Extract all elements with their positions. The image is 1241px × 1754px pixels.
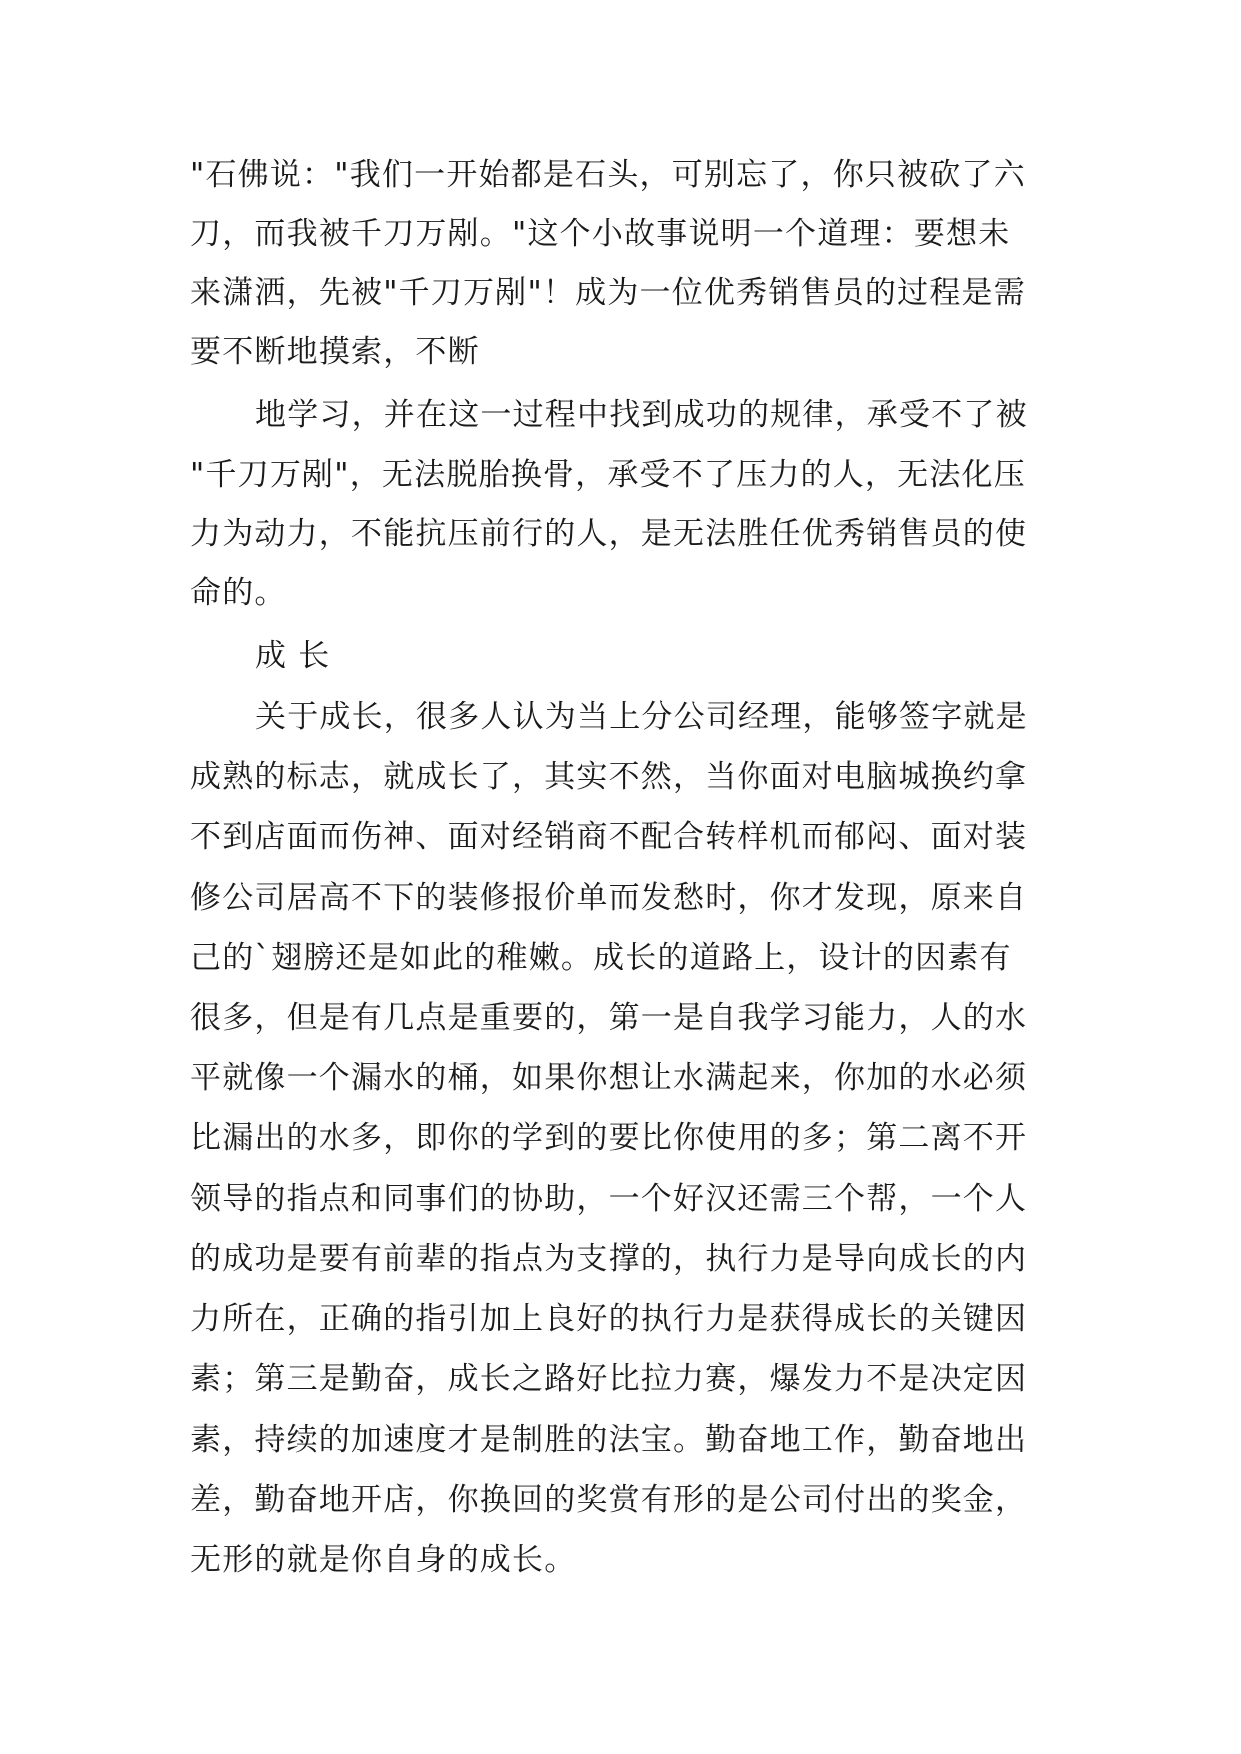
text-line: 己的`翅膀还是如此的稚嫩。成长的道路上，设计的因素有 [190,940,1012,976]
text-line: 要不断地摸索，不断 [190,334,480,370]
text-line: 命的。 [190,575,287,611]
text-line: 力为动力，不能抗压前行的人，是无法胜任优秀销售员的使 [190,516,1028,552]
text-line: 领导的指点和同事们的协助，一个好汉还需三个帮，一个人 [190,1181,1028,1217]
text-line: 力所在，正确的指引加上良好的执行力是获得成长的关键因 [190,1301,1028,1337]
text-line: 无形的就是你自身的成长。 [190,1542,577,1578]
text-line: 成熟的标志，就成长了，其实不然，当你面对电脑城换约拿 [190,759,1028,795]
text-line: 比漏出的水多，即你的学到的要比你使用的多；第二离不开 [190,1120,1028,1156]
text-line: 修公司居高不下的装修报价单而发愁时，你才发现，原来自 [190,880,1028,916]
text-line: 素，持续的加速度才是制胜的法宝。勤奋地工作，勤奋地出 [190,1422,1028,1458]
text-line: 很多，但是有几点是重要的，第一是自我学习能力，人的水 [190,1000,1028,1036]
text-line: 平就像一个漏水的桶，如果你想让水满起来，你加的水必须 [190,1060,1028,1096]
text-line: 关于成长，很多人认为当上分公司经理，能够签字就是 [255,699,1028,735]
text-line: "千刀万剐"，无法脱胎换骨，承受不了压力的人，无法化压 [190,457,1026,493]
section-heading: 成 长 [255,638,331,674]
text-line: 来潇洒，先被"千刀万剐"！成为一位优秀销售员的过程是需 [190,275,1026,311]
text-line: 的成功是要有前辈的指点为支撑的，执行力是导向成长的内 [190,1241,1028,1277]
text-line: 地学习，并在这一过程中找到成功的规律，承受不了被 [255,397,1028,433]
text-line: 刀，而我被千刀万剐。"这个小故事说明一个道理：要想未 [190,216,1011,252]
text-line: 不到店面而伤神、面对经销商不配合转样机而郁闷、面对装 [190,819,1028,855]
text-line: "石佛说："我们一开始都是石头，可别忘了，你只被砍了六 [190,157,1026,193]
text-line: 差，勤奋地开店，你换回的奖赏有形的是公司付出的奖金， [190,1482,1028,1518]
text-line: 素；第三是勤奋，成长之路好比拉力赛，爆发力不是决定因 [190,1361,1028,1397]
